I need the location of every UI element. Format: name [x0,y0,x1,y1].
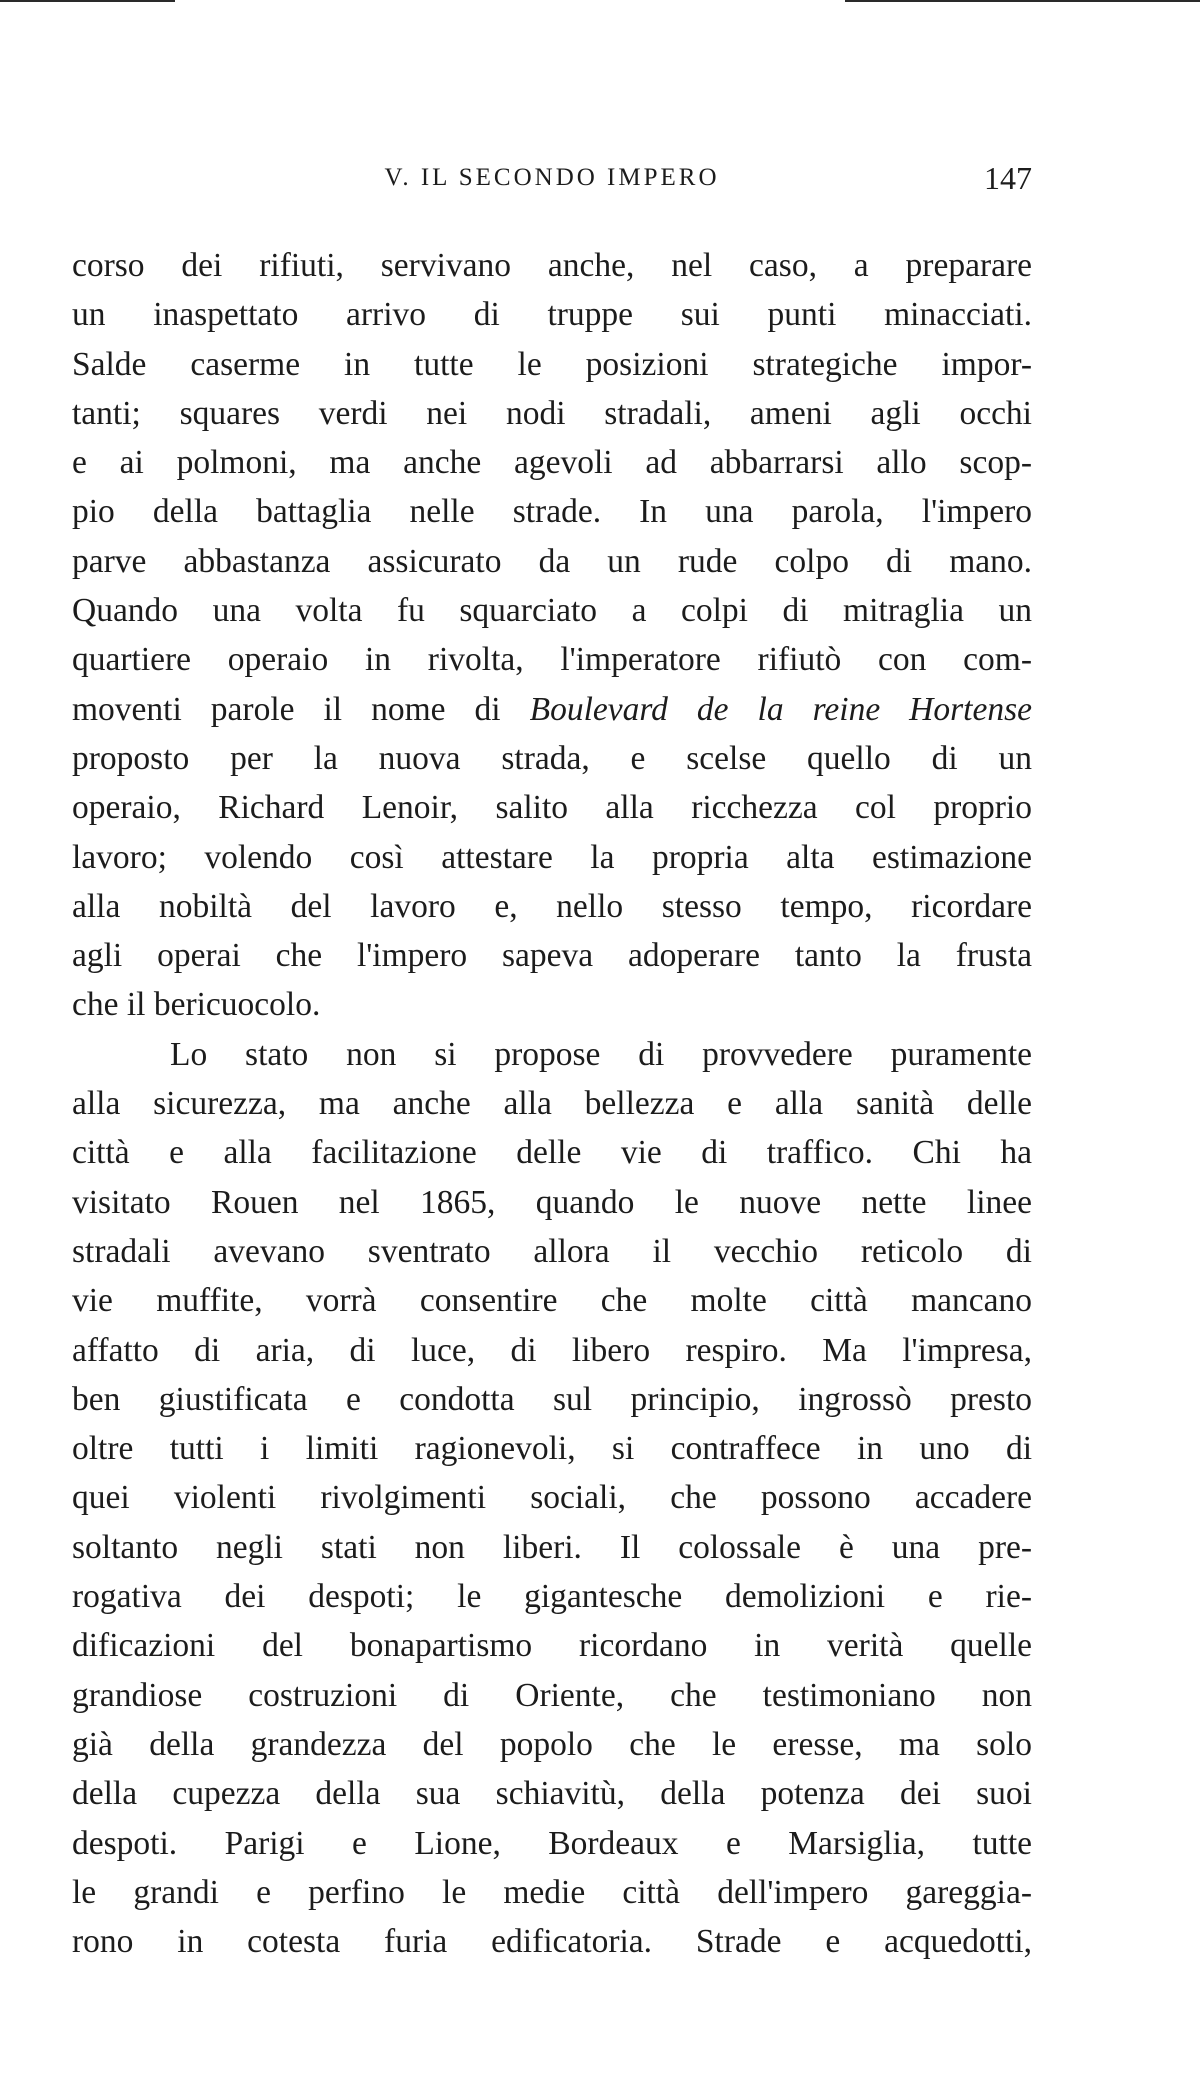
body-text [72,241,1032,1966]
text-line: tanti; squares verdi nei nodi stradali, ameni agli occhi [72,394,1032,432]
text-line: che il bericuocolo. [72,986,321,1024]
text-line: rono in cotesta furia edificatoria. Strade e acquedotti, [72,1923,1032,1961]
text-line: vie muffite, vorrà consentire che molte città mancano [72,1282,1032,1320]
text-line: città e alla facilitazione delle vie di traffico. Chi ha [72,1134,1032,1172]
text-line: operaio, Richard Lenoir, salito alla ricchezza col proprio [72,789,1032,827]
text-line: già della grandezza del popolo che le eresse, ma solo [72,1725,1032,1763]
text-line: Quando una volta fu squarciato a colpi di mitraglia un [72,592,1032,630]
text-line: oltre tutti i limiti ragionevoli, si contraffece in uno di [72,1430,1032,1468]
text-line: soltanto negli stati non liberi. Il colossale è una pre- [72,1528,1032,1566]
text-line: lavoro; volendo così attestare la propria alta estimazione [72,838,1032,876]
text-line: e ai polmoni, ma anche agevoli ad abbarrarsi allo scop- [72,444,1032,482]
top-edge-rule-left [0,0,175,2]
text-line: ben giustificata e condotta sul principio, ingrossò presto [72,1380,1032,1418]
text-line: alla sicurezza, ma anche alla bellezza e alla sanità delle [72,1085,1032,1123]
text-line: pio della battaglia nelle strade. In una parola, l'impero [72,493,1032,531]
italic-street-name: Boulevard de la reine Hortense [529,690,1032,728]
page-number: 147 [984,160,1032,196]
text-line: rogativa dei despoti; le gigantesche demolizioni e rie- [72,1578,1032,1616]
text-run: moventi parole il nome di [72,690,530,728]
text-line: visitato Rouen nel 1865, quando le nuove nette linee [72,1183,1032,1221]
text-line: un inaspettato arrivo di truppe sui punti minacciati. [72,296,1032,334]
text-line: parve abbastanza assicurato da un rude colpo di mano. [72,542,1032,580]
text-line: stradali avevano sventrato allora il vecchio reticolo di [72,1232,1032,1270]
text-line: alla nobiltà del lavoro e, nello stesso tempo, ricordare [72,887,1032,925]
text-line: despoti. Parigi e Lione, Bordeaux e Marsiglia, tutte [72,1824,1032,1862]
text-line: grandiose costruzioni di Oriente, che testimoniano non [72,1676,1032,1714]
text-line: Lo stato non si propose di provvedere puramente [170,1035,1032,1073]
text-line: proposto per la nuova strada, e scelse quello di un [72,739,1032,777]
text-line: Salde caserme in tutte le posizioni strategiche impor- [72,345,1032,383]
paragraph-2 [72,1030,1032,1967]
text-line: quei violenti rivolgimenti sociali, che possono accadere [72,1479,1032,1517]
top-edge-rule-right [845,0,1200,2]
page-header [72,160,1032,204]
text-line: agli operai che l'impero sapeva adoperare tanto la frusta [72,937,1032,975]
text-line: dificazioni del bonapartismo ricordano in verità quelle [72,1627,1032,1665]
paragraph-1 [72,241,1032,1030]
text-line: corso dei rifiuti, servivano anche, nel caso, a preparare [72,247,1032,284]
text-line-with-italic [72,685,1032,734]
running-head: V. IL SECONDO IMPERO [384,164,720,191]
text-line: quartiere operaio in rivolta, l'imperatore rifiutò con com- [72,641,1032,679]
text-line: della cupezza della sua schiavitù, della potenza dei suoi [72,1775,1032,1813]
text-line: le grandi e perfino le medie città dell'impero gareggia- [72,1873,1032,1911]
text-line: affatto di aria, di luce, di libero respiro. Ma l'impresa, [72,1331,1032,1369]
